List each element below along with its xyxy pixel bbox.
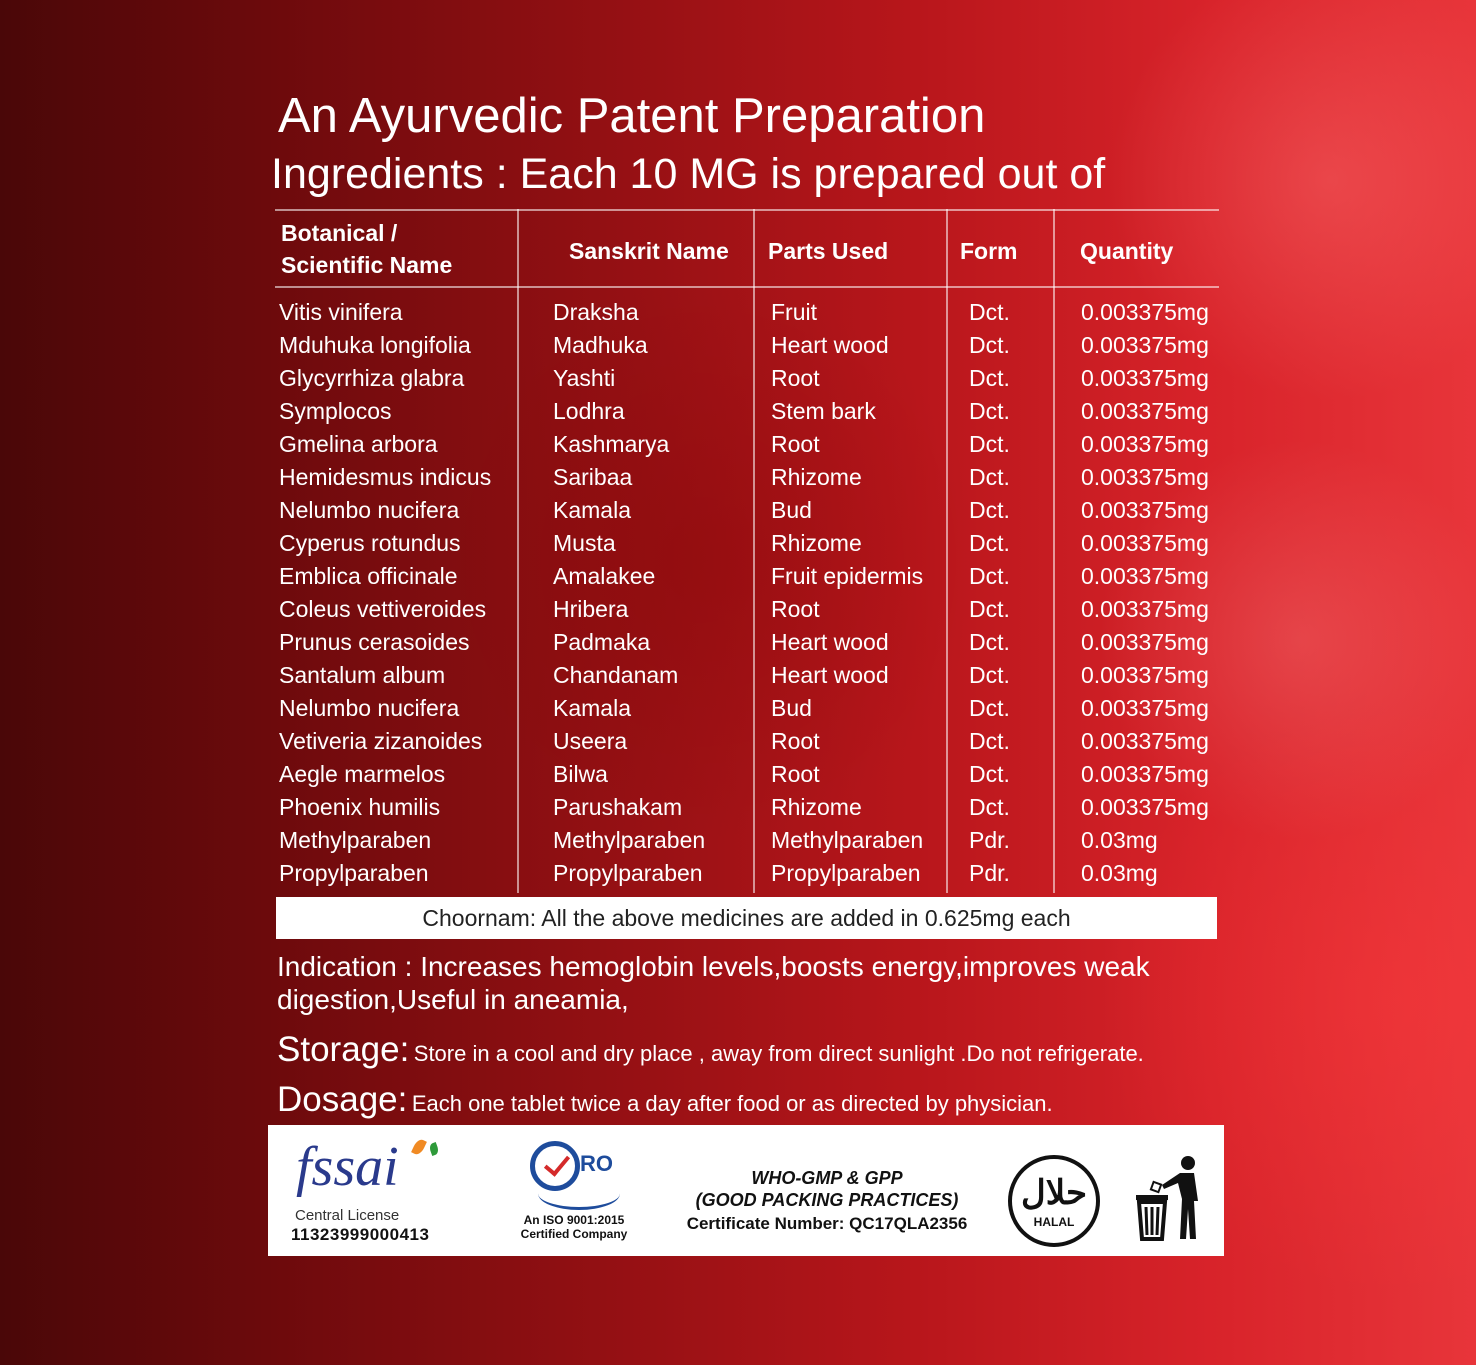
cell-sanskrit: Draksha [553, 299, 639, 325]
cell-parts: Methylparaben [771, 827, 924, 853]
cell-parts: Root [771, 761, 820, 787]
cell-quantity: 0.003375mg [1081, 662, 1209, 688]
license-number: 11323999000413 [291, 1225, 430, 1244]
cell-botanical: Nelumbo nucifera [279, 695, 460, 721]
cell-quantity: 0.003375mg [1081, 530, 1209, 556]
table-row [0, 692, 1476, 725]
cell-form: Dct. [969, 794, 1010, 820]
cell-quantity: 0.003375mg [1081, 464, 1209, 490]
dosage-text: Each one tablet twice a day after food or as directed by physician. [411, 1091, 1053, 1116]
table-row [0, 659, 1476, 692]
cell-form: Dct. [969, 629, 1010, 655]
cell-sanskrit: Parushakam [553, 794, 683, 820]
indication-text: Indication : Increases hemoglobin levels,boosts energy,improves weak digestion,Useful in aneamia, [277, 951, 1150, 1015]
cell-form: Dct. [969, 728, 1010, 754]
cell-botanical: Cyperus rotundus [279, 530, 461, 556]
table-row [0, 857, 1476, 890]
cell-botanical: Prunus cerasoides [279, 629, 470, 655]
ingredients-table-body [0, 296, 1476, 890]
gmp-line2: (GOOD PACKING PRACTICES) [695, 1190, 959, 1210]
cell-parts: Rhizome [771, 464, 862, 490]
cell-sanskrit: Useera [553, 728, 628, 754]
table-row [0, 494, 1476, 527]
table-row [0, 824, 1476, 857]
table-row [0, 329, 1476, 362]
cell-botanical: Hemidesmus indicus [279, 464, 492, 490]
table-row [0, 626, 1476, 659]
license-label: Central License [295, 1207, 400, 1224]
cell-parts: Root [771, 596, 820, 622]
cell-botanical: Mduhuka longifolia [279, 332, 471, 358]
cell-form: Dct. [969, 431, 1010, 457]
cell-sanskrit: Saribaa [553, 464, 633, 490]
cell-parts: Rhizome [771, 794, 862, 820]
cell-quantity: 0.003375mg [1081, 431, 1209, 457]
cell-sanskrit: Chandanam [553, 662, 679, 688]
cell-quantity: 0.003375mg [1081, 629, 1209, 655]
cell-form: Dct. [969, 596, 1010, 622]
cell-form: Dct. [969, 530, 1010, 556]
table-row [0, 593, 1476, 626]
cell-botanical: Propylparaben [279, 860, 429, 886]
cell-form: Dct. [969, 761, 1010, 787]
cell-form: Dct. [969, 365, 1010, 391]
table-row [0, 296, 1476, 329]
cell-quantity: 0.003375mg [1081, 794, 1209, 820]
cell-form: Dct. [969, 332, 1010, 358]
gmp-certificate [664, 1167, 990, 1237]
table-row [0, 461, 1476, 494]
cell-parts: Bud [771, 497, 812, 523]
choornam-note: Choornam: All the above medicines are added in 0.625mg each [276, 897, 1217, 939]
cell-botanical: Aegle marmelos [279, 761, 446, 787]
cell-sanskrit: Amalakee [553, 563, 656, 589]
cell-quantity: 0.003375mg [1081, 728, 1209, 754]
header-sanskrit: Sanskrit Name [569, 238, 729, 264]
gmp-certificate-number: Certificate Number: QC17QLA2356 [686, 1214, 968, 1233]
cell-parts: Fruit [771, 299, 817, 325]
table-row [0, 428, 1476, 461]
iso-line1: An ISO 9001:2015 [523, 1213, 625, 1227]
cell-sanskrit: Yashti [553, 365, 616, 391]
cell-sanskrit: Methylparaben [553, 827, 706, 853]
header-quantity: Quantity [1080, 238, 1174, 264]
cell-form: Dct. [969, 497, 1010, 523]
cell-botanical: Vetiveria zizanoides [279, 728, 483, 754]
cell-form: Dct. [969, 398, 1010, 424]
table-row [0, 791, 1476, 824]
gmp-line1: WHO-GMP & GPP [751, 1168, 903, 1188]
cell-sanskrit: Kashmarya [553, 431, 670, 457]
cell-parts: Bud [771, 695, 812, 721]
cell-quantity: 0.03mg [1081, 827, 1158, 853]
table-header-rule [275, 286, 1219, 288]
cell-quantity: 0.003375mg [1081, 299, 1209, 325]
cell-quantity: 0.003375mg [1081, 365, 1209, 391]
iso-certification [514, 1213, 634, 1241]
qro-logo-icon: RO [530, 1139, 620, 1209]
cell-quantity: 0.003375mg [1081, 695, 1209, 721]
cell-quantity: 0.003375mg [1081, 497, 1209, 523]
ingredients-heading: Ingredients : Each 10 MG is prepared out of [271, 150, 1106, 198]
cell-sanskrit: Madhuka [553, 332, 648, 358]
cell-botanical: Emblica officinale [279, 563, 458, 589]
header-parts: Parts Used [768, 238, 889, 264]
cell-quantity: 0.003375mg [1081, 761, 1209, 787]
cell-sanskrit: Musta [553, 530, 616, 556]
cell-parts: Heart wood [771, 332, 889, 358]
cell-form: Dct. [969, 563, 1010, 589]
certification-footer [268, 1125, 1224, 1256]
cell-parts: Heart wood [771, 629, 889, 655]
cell-form: Dct. [969, 695, 1010, 721]
trash-bin-icon [1130, 1153, 1210, 1243]
cell-form: Dct. [969, 299, 1010, 325]
cell-quantity: 0.03mg [1081, 860, 1158, 886]
cell-parts: Root [771, 431, 820, 457]
cell-botanical: Phoenix humilis [279, 794, 441, 820]
cell-botanical: Nelumbo nucifera [279, 497, 460, 523]
header-botanical-line2: Scientific Name [281, 252, 453, 278]
table-top-rule [275, 209, 1219, 211]
cell-sanskrit: Kamala [553, 497, 631, 523]
fssai-logo-icon: fssai [296, 1137, 399, 1197]
storage-label: Storage: [277, 1030, 410, 1069]
cell-parts: Root [771, 728, 820, 754]
cell-quantity: 0.003375mg [1081, 563, 1209, 589]
dosage-label: Dosage: [277, 1080, 408, 1119]
dosage-line [277, 1080, 1053, 1120]
cell-parts: Root [771, 365, 820, 391]
table-row [0, 395, 1476, 428]
cell-sanskrit: Kamala [553, 695, 631, 721]
cell-sanskrit: Bilwa [553, 761, 608, 787]
cell-quantity: 0.003375mg [1081, 596, 1209, 622]
storage-text: Store in a cool and dry place , away from direct sunlight .Do not refrigerate. [413, 1041, 1144, 1066]
cell-botanical: Symplocos [279, 398, 392, 424]
cell-sanskrit: Hribera [553, 596, 629, 622]
cell-botanical: Methylparaben [279, 827, 432, 853]
cell-form: Pdr. [969, 860, 1010, 886]
cell-parts: Rhizome [771, 530, 862, 556]
page-title: An Ayurvedic Patent Preparation [278, 89, 986, 143]
cell-sanskrit: Propylparaben [553, 860, 703, 886]
cell-botanical: Coleus vettiveroides [279, 596, 487, 622]
table-row [0, 725, 1476, 758]
cell-botanical: Santalum album [279, 662, 446, 688]
cell-parts: Stem bark [771, 398, 876, 424]
cell-form: Pdr. [969, 827, 1010, 853]
cell-botanical: Vitis vinifera [279, 299, 403, 325]
header-botanical-line1: Botanical / [281, 220, 398, 246]
cell-parts: Fruit epidermis [771, 563, 924, 589]
cell-parts: Heart wood [771, 662, 889, 688]
header-form: Form [960, 238, 1018, 264]
cell-sanskrit: Padmaka [553, 629, 651, 655]
cell-sanskrit: Lodhra [553, 398, 625, 424]
cell-form: Dct. [969, 464, 1010, 490]
table-row [0, 758, 1476, 791]
table-row [0, 560, 1476, 593]
halal-seal-icon: حلال HALAL [1008, 1155, 1100, 1247]
cell-botanical: Glycyrrhiza glabra [279, 365, 465, 391]
iso-line2: Certified Company [520, 1227, 628, 1241]
cell-quantity: 0.003375mg [1081, 332, 1209, 358]
table-row [0, 362, 1476, 395]
header-botanical [281, 217, 452, 281]
table-row [0, 527, 1476, 560]
cell-form: Dct. [969, 662, 1010, 688]
cell-parts: Propylparaben [771, 860, 921, 886]
cell-quantity: 0.003375mg [1081, 398, 1209, 424]
cell-botanical: Gmelina arbora [279, 431, 438, 457]
storage-line [277, 1030, 1144, 1070]
